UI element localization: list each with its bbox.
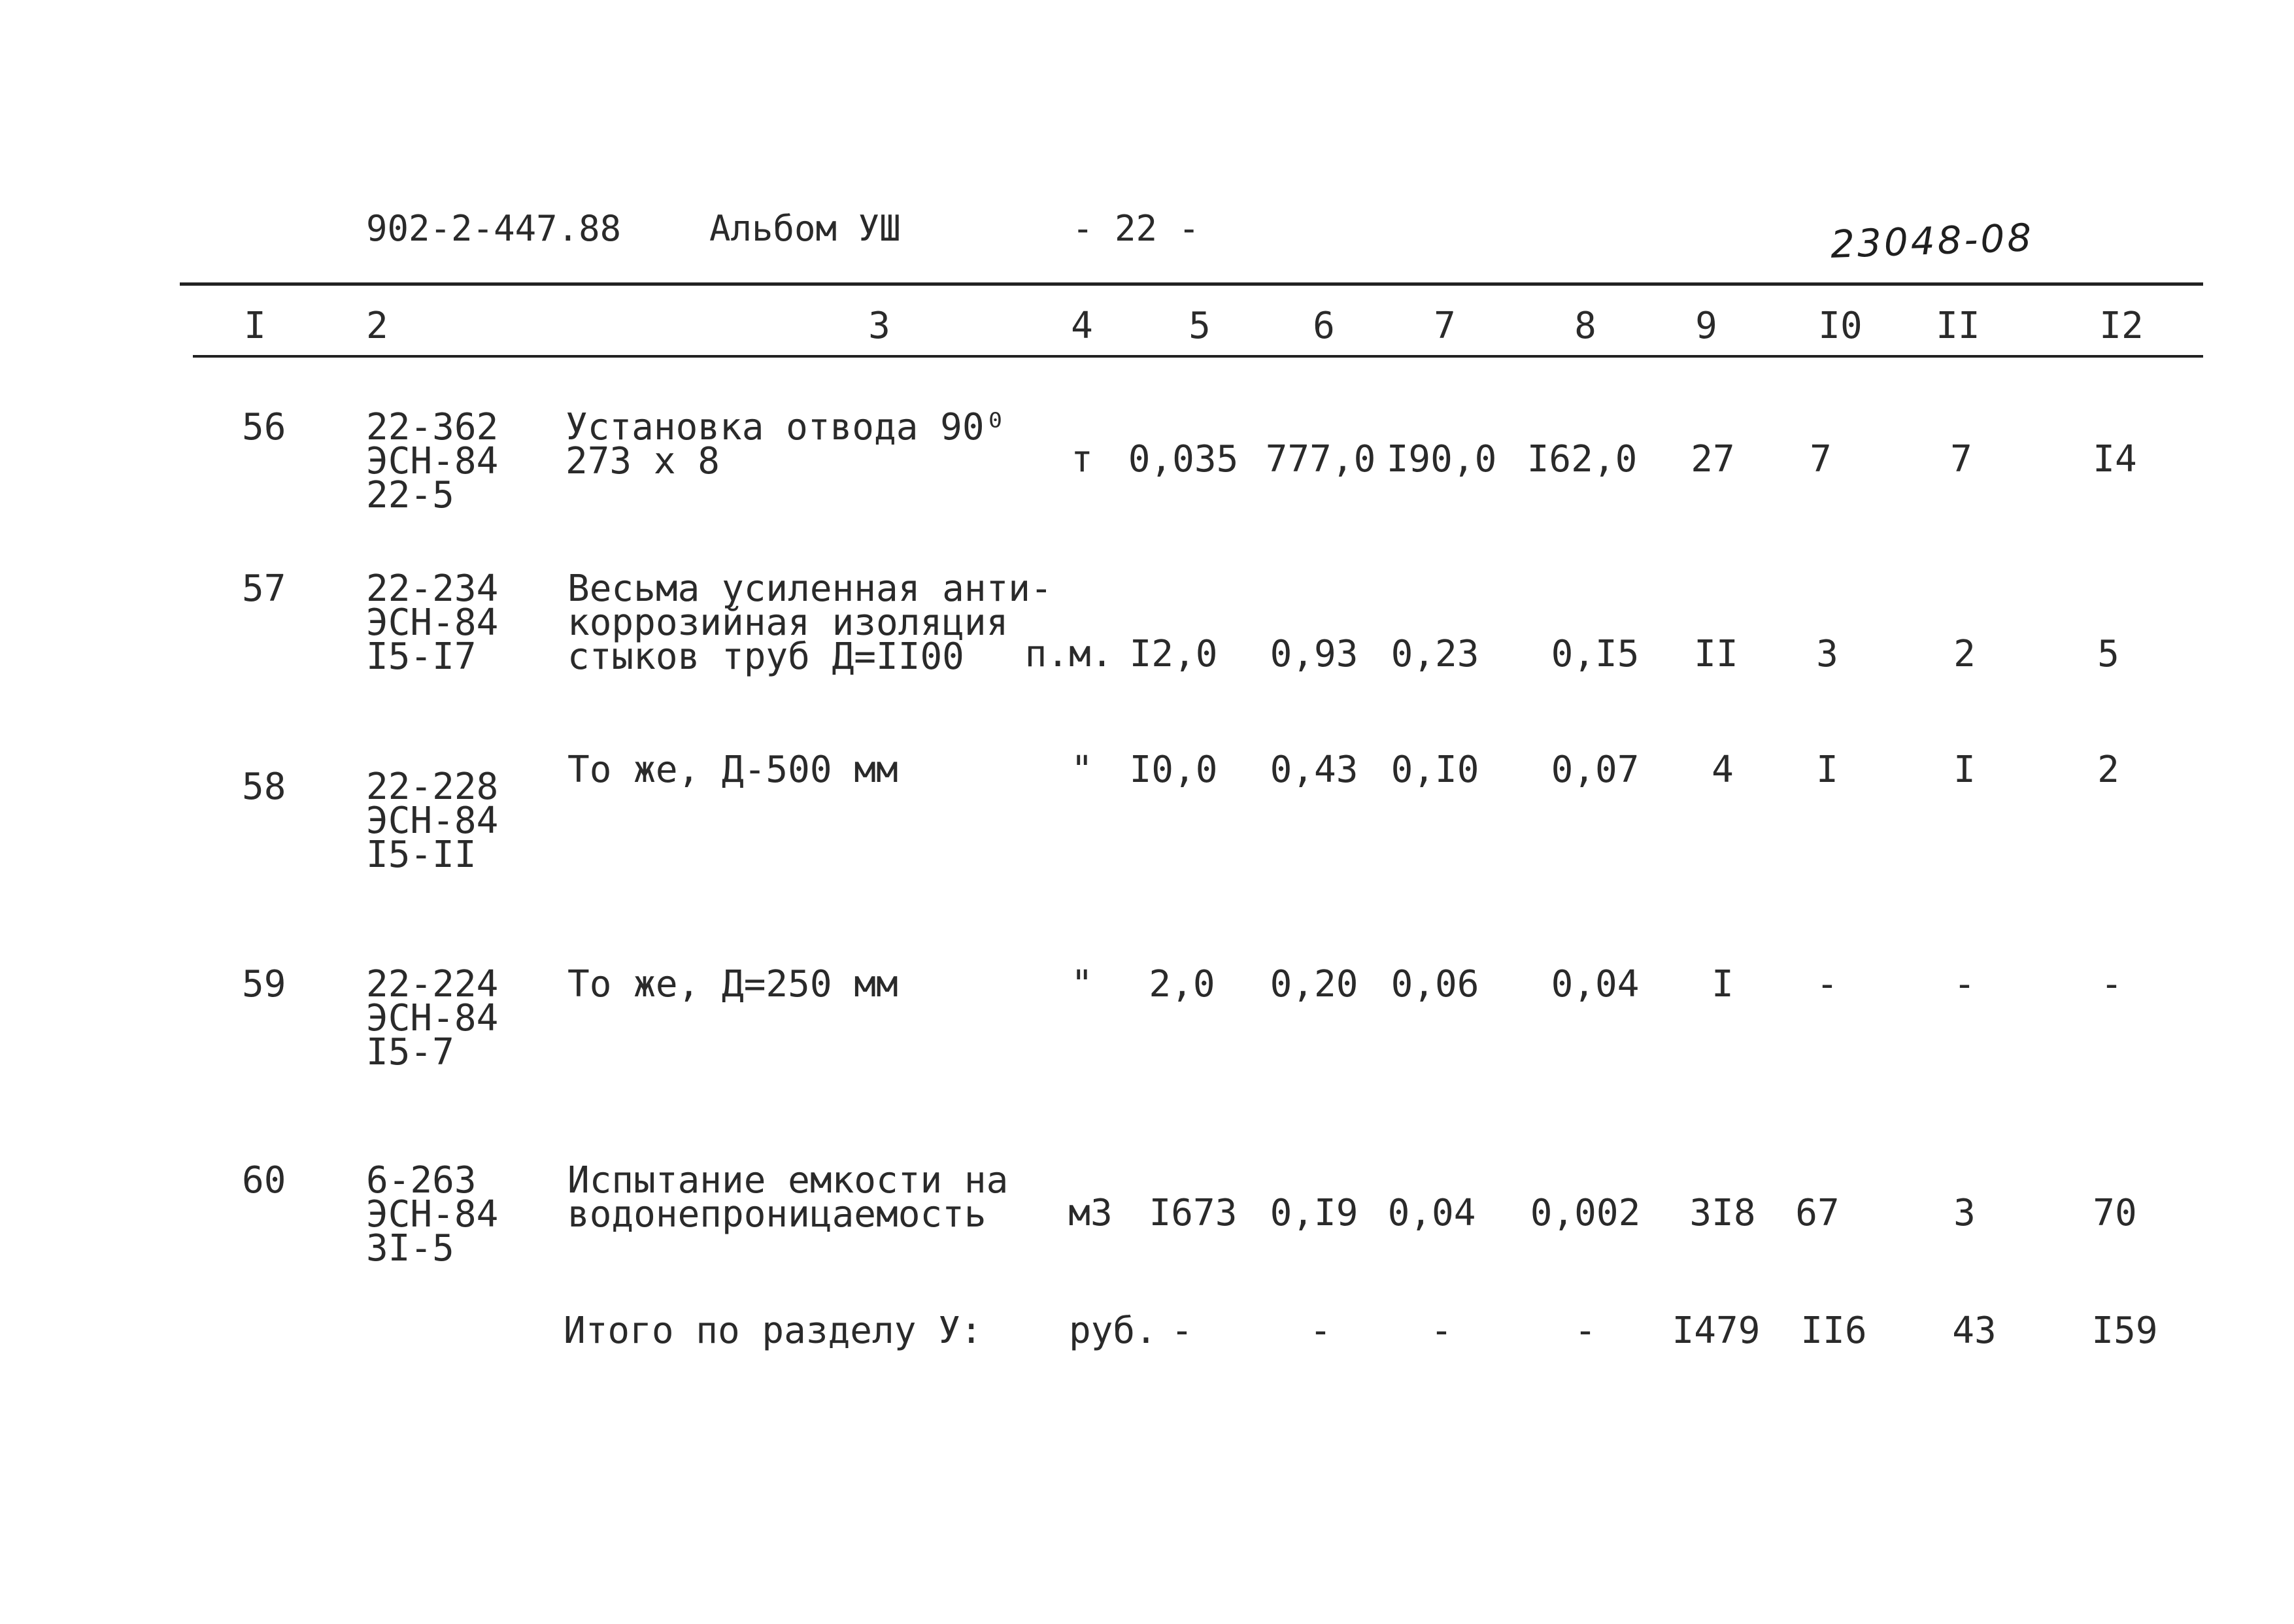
col-9-value: 4	[1712, 749, 1734, 791]
col-5-value: I0,0	[1129, 749, 1218, 791]
col-7-value: 0,23	[1391, 633, 1479, 675]
col-11-value: 2	[1953, 633, 1976, 675]
col-head-12: I2	[2099, 305, 2144, 347]
total-col-8: -	[1574, 1310, 1596, 1352]
col-7-value: I90,0	[1386, 438, 1497, 481]
norm-code: 22-362 ЭСН-84 22-5	[366, 406, 499, 516]
col-8-value: 0,002	[1530, 1192, 1641, 1234]
col-head-9: 9	[1695, 305, 1717, 347]
total-unit: руб.	[1069, 1310, 1157, 1352]
col-12-value: 70	[2093, 1192, 2137, 1234]
row-number: 57	[242, 567, 286, 610]
total-col-9: I479	[1672, 1310, 1761, 1352]
col-6-value: 0,93	[1270, 633, 1358, 675]
col-head-2: 2	[366, 305, 388, 347]
col-6-value: 0,43	[1270, 749, 1358, 791]
col-8-value: 0,I5	[1551, 633, 1640, 675]
total-col-6: -	[1309, 1310, 1332, 1352]
col-head-1: I	[244, 305, 266, 347]
col-8-value: I62,0	[1527, 438, 1638, 481]
col-12-value: -	[2100, 963, 2123, 1006]
col-head-4: 4	[1071, 305, 1093, 347]
work-description: Установка отвода 90⁰ 273 х 8	[565, 406, 1007, 482]
col-11-value: 7	[1950, 438, 1972, 481]
unit: "	[1071, 749, 1093, 791]
col-11-value: 3	[1953, 1192, 1976, 1234]
total-col-12: I59	[2091, 1310, 2158, 1352]
col-5-value: I2,0	[1129, 633, 1218, 675]
total-col-5: -	[1171, 1310, 1193, 1352]
work-description: То же, Д=250 мм	[567, 963, 898, 1006]
document-code: 902-2-447.88	[366, 208, 622, 249]
album-label: Альбом УШ	[709, 208, 901, 249]
col-5-value: I673	[1149, 1192, 1238, 1234]
norm-code: 22-234 ЭСН-84 I5-I7	[366, 567, 499, 678]
col-head-7: 7	[1434, 305, 1456, 347]
col-head-10: I0	[1818, 305, 1863, 347]
col-7-value: 0,06	[1391, 963, 1479, 1006]
norm-code: 22-228 ЭСН-84 I5-II	[366, 766, 499, 876]
col-10-value: 3	[1816, 633, 1838, 675]
row-number: 56	[242, 406, 286, 448]
header-rule	[193, 355, 2203, 358]
col-5-value: 2,0	[1149, 963, 1215, 1006]
col-6-value: 0,20	[1270, 963, 1358, 1006]
col-12-value: 5	[2097, 633, 2119, 675]
norm-code: 22-224 ЭСН-84 I5-7	[366, 963, 499, 1074]
unit: м3	[1068, 1192, 1113, 1234]
total-col-7: -	[1430, 1310, 1453, 1352]
row-number: 59	[242, 963, 286, 1006]
col-10-value: 67	[1795, 1192, 1840, 1234]
work-description: То же, Д-500 мм	[567, 749, 898, 791]
col-head-11: II	[1936, 305, 1980, 347]
col-7-value: 0,I0	[1391, 749, 1479, 791]
top-rule	[180, 282, 2203, 286]
col-head-6: 6	[1313, 305, 1335, 347]
col-12-value: I4	[2093, 438, 2137, 481]
unit: т	[1071, 438, 1093, 481]
total-label: Итого по разделу У:	[564, 1310, 983, 1352]
col-10-value: I	[1816, 749, 1838, 791]
col-7-value: 0,04	[1387, 1192, 1476, 1234]
col-11-value: I	[1953, 749, 1976, 791]
col-8-value: 0,04	[1551, 963, 1640, 1006]
handwritten-number: 23048-08	[1829, 215, 2035, 267]
col-head-3: 3	[868, 305, 890, 347]
unit: "	[1071, 963, 1093, 1006]
col-9-value: 27	[1691, 438, 1735, 481]
col-9-value: II	[1694, 633, 1738, 675]
col-head-8: 8	[1574, 305, 1596, 347]
col-11-value: -	[1953, 963, 1976, 1006]
col-12-value: 2	[2097, 749, 2119, 791]
col-9-value: 3I8	[1689, 1192, 1756, 1234]
total-col-11: 43	[1952, 1310, 1997, 1352]
total-col-10: II6	[1800, 1310, 1867, 1352]
unit: п.м.	[1024, 633, 1113, 675]
col-5-value: 0,035	[1128, 438, 1239, 481]
row-number: 58	[242, 766, 286, 808]
work-description: Испытание емкости на водонепроницаемость	[567, 1159, 1009, 1236]
col-10-value: -	[1816, 963, 1838, 1006]
page-number: - 22 -	[1072, 208, 1200, 249]
row-number: 60	[242, 1159, 286, 1202]
col-8-value: 0,07	[1551, 749, 1640, 791]
col-head-5: 5	[1189, 305, 1211, 347]
work-description: Весьма усиленная анти- коррозийная изоляция стыков труб Д=II00	[567, 567, 1053, 678]
col-10-value: 7	[1810, 438, 1832, 481]
col-6-value: 0,I9	[1270, 1192, 1358, 1234]
norm-code: 6-263 ЭСН-84 3I-5	[366, 1159, 499, 1270]
col-9-value: I	[1712, 963, 1734, 1006]
col-6-value: 777,0	[1265, 438, 1376, 481]
